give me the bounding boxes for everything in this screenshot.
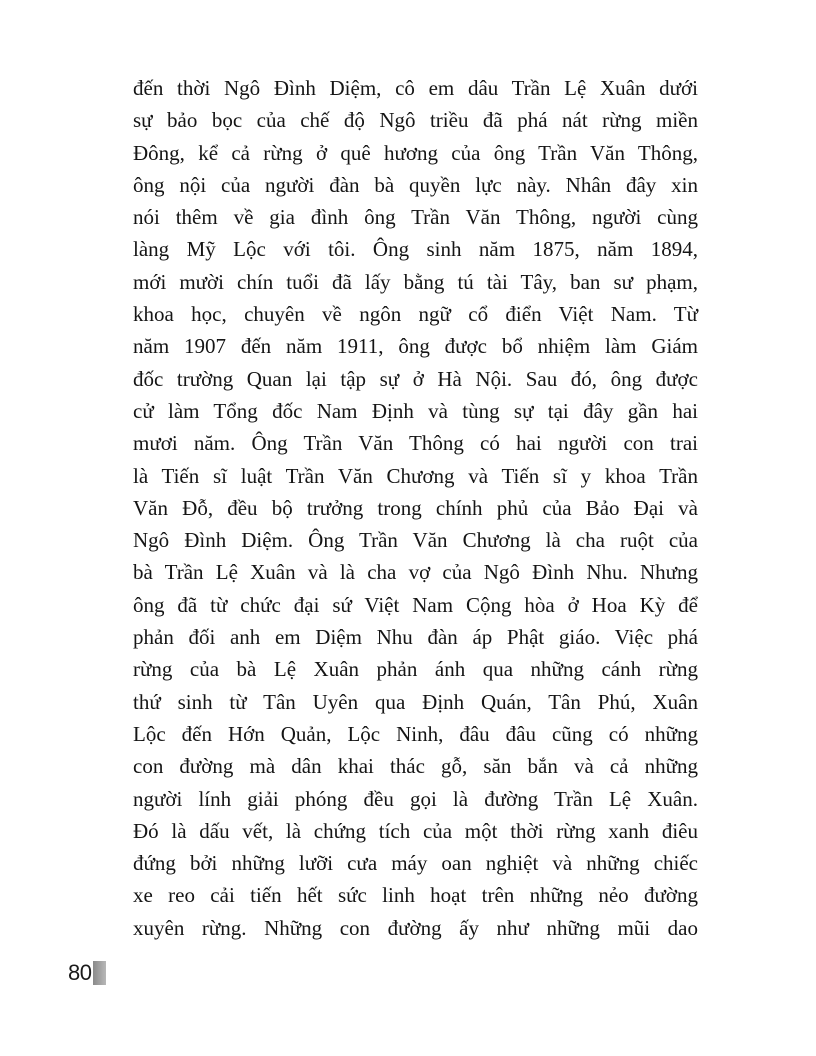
text-line-1: đến thời Ngô Đình Diệm, cô em dâu Trần Lệ Xuân dưới [133, 76, 698, 100]
text-line-16: bà Trần Lệ Xuân và là cha vợ của Ngô Đình Nhu. Nhưng [133, 560, 698, 585]
text-line-21: Lộc đến Hớn Quản, Lộc Ninh, đâu đâu cũng có những [133, 721, 698, 746]
text-line-5: nói thêm về gia đình ông Trần Văn Thông, người cùng [133, 205, 698, 230]
text-line-15: Ngô Đình Diệm. Ông Trần Văn Chương là cha ruột của [133, 528, 698, 553]
text-line-11: cử làm Tổng đốc Nam Định và tùng sự tại đây gần hai [133, 398, 698, 423]
body-text [133, 72, 698, 944]
text-line-8: khoa học, chuyên về ngôn ngữ cổ điển Việt Nam. Từ [133, 302, 698, 327]
text-line-14: Văn Đỗ, đều bộ trưởng trong chính phủ của Bảo Đại và [133, 495, 698, 520]
text-line-26: xe reo cải tiến hết sức linh hoạt trên những nẻo đường [133, 883, 698, 908]
page-number: 80 [68, 960, 92, 985]
text-line-3: Đông, kể cả rừng ở quê hương của ông Trần Văn Thông, [133, 140, 698, 165]
text-line-9: năm 1907 đến năm 1911, ông được bổ nhiệm làm Giám [133, 334, 698, 359]
text-line-20: thứ sinh từ Tân Uyên qua Định Quán, Tân Phú, Xuân [133, 689, 698, 714]
text-line-12: mươi năm. Ông Trần Văn Thông có hai người con trai [133, 431, 698, 456]
text-line-7: mới mười chín tuổi đã lấy bằng tú tài Tây, ban sư phạm, [133, 269, 698, 294]
text-line-25: đứng bởi những lưỡi cưa máy oan nghiệt và những chiếc [133, 851, 698, 876]
page-number-footer [68, 958, 106, 988]
text-line-17: ông đã từ chức đại sứ Việt Nam Cộng hòa ở Hoa Kỳ để [133, 592, 698, 617]
text-line-24: Đó là dấu vết, là chứng tích của một thời rừng xanh điêu [133, 818, 698, 843]
text-line-2: sự bảo bọc của chế độ Ngô triều đã phá nát rừng miền [133, 108, 698, 133]
text-line-10: đốc trường Quan lại tập sự ở Hà Nội. Sau đó, ông được [133, 366, 698, 391]
text-line-18: phản đối anh em Diệm Nhu đàn áp Phật giáo. Việc phá [133, 625, 698, 650]
text-line-23: người lính giải phóng đều gọi là đường Trần Lệ Xuân. [133, 786, 698, 811]
text-line-6: làng Mỹ Lộc với tôi. Ông sinh năm 1875, năm 1894, [133, 237, 698, 262]
page-number-tab [93, 961, 106, 985]
text-line-27: xuyên rừng. Những con đường ấy như những mũi dao [133, 915, 698, 940]
text-line-22: con đường mà dân khai thác gỗ, săn bắn và cả những [133, 754, 698, 779]
text-line-13: là Tiến sĩ luật Trần Văn Chương và Tiến sĩ y khoa Trần [133, 463, 698, 488]
text-line-19: rừng của bà Lệ Xuân phản ánh qua những cánh rừng [133, 657, 698, 682]
text-line-4: ông nội của người đàn bà quyền lực này. Nhân đây xin [133, 172, 698, 197]
